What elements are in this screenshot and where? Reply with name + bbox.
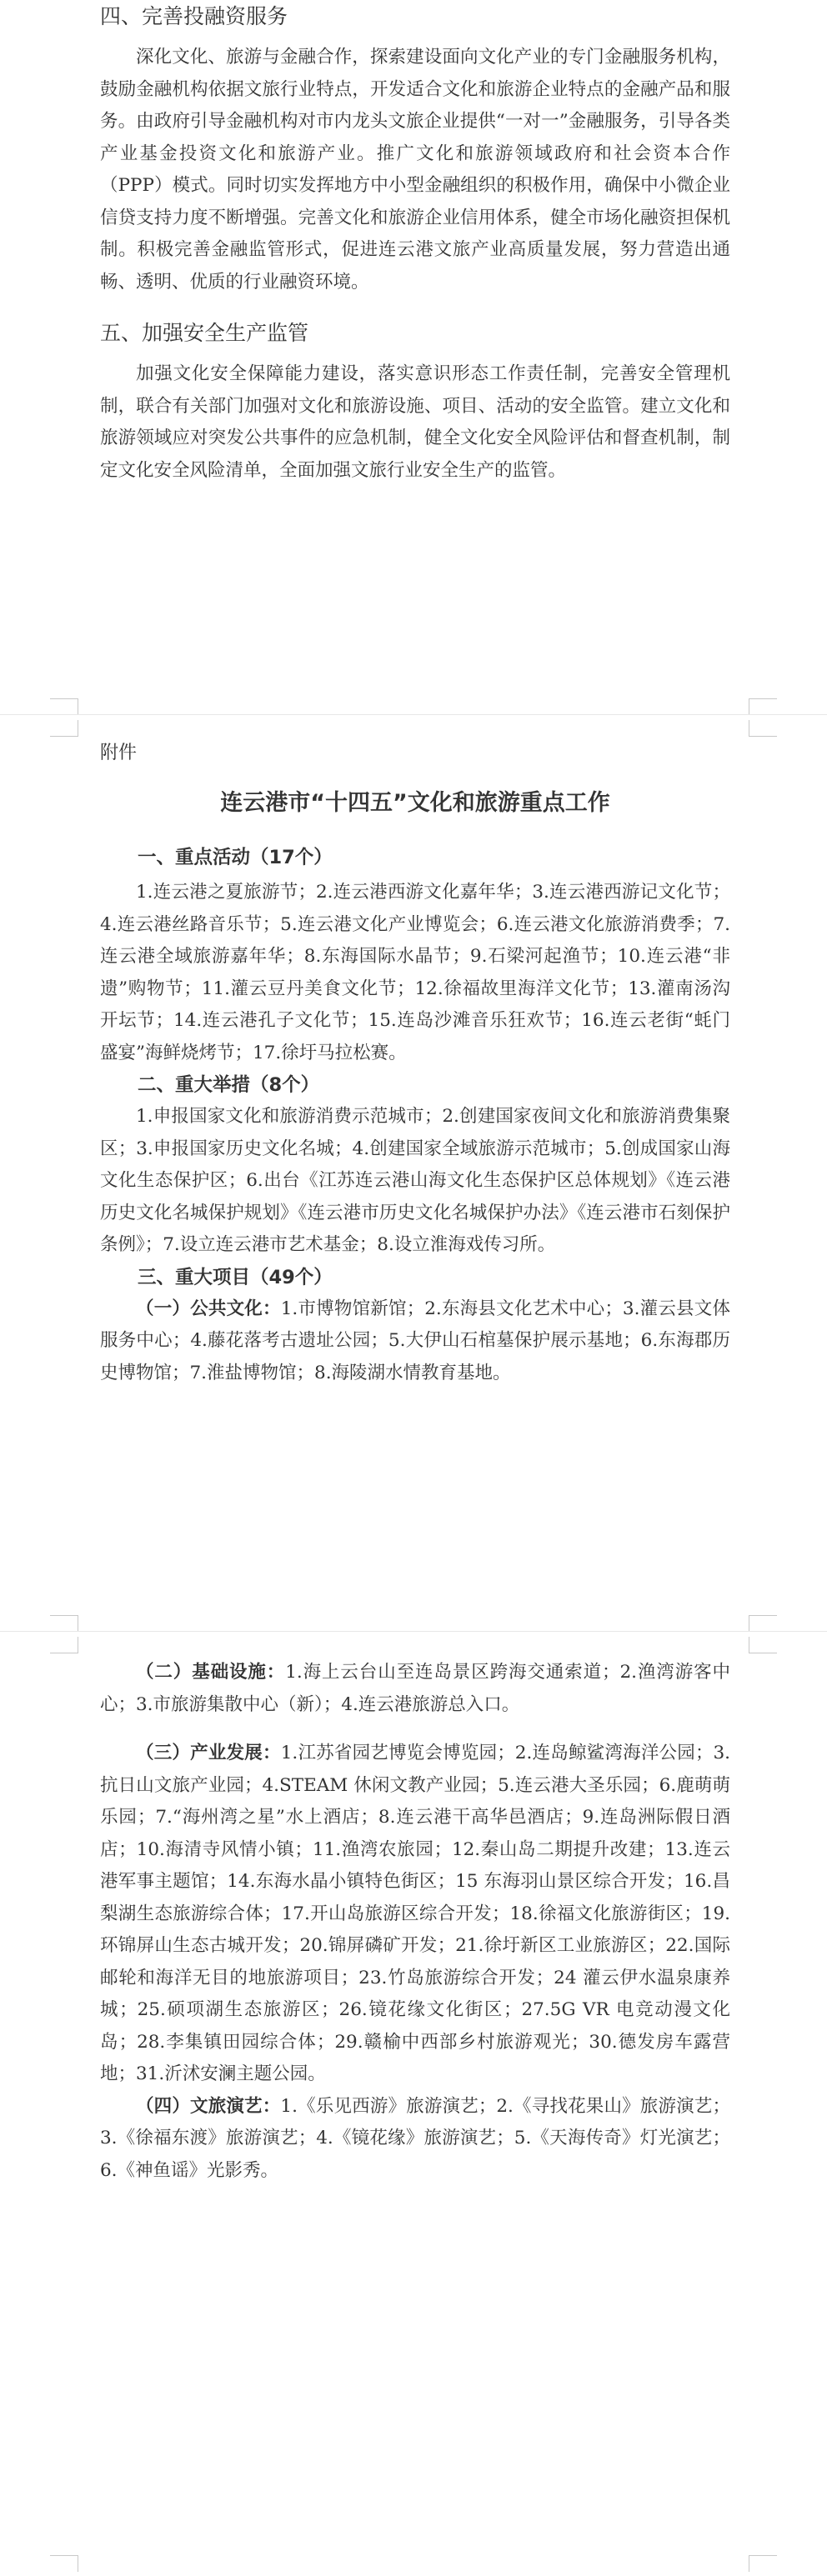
crop-mark: [50, 2555, 78, 2572]
section-4-heading: 四、完善投融资服务: [100, 4, 288, 28]
infrastructure-paragraph: [100, 1657, 730, 1721]
infrastructure-list: 1.海上云台山至连岛景区跨海交通索道；2.渔湾游客中心；3.市旅游集散中心（新）；4.连云港旅游总入口。: [100, 1662, 730, 1715]
public-culture-label: （一）公共文化：: [136, 1298, 281, 1319]
infrastructure-label: （二）基础设施：: [136, 1662, 286, 1683]
crop-mark: [50, 720, 78, 737]
document-page-1: [0, 0, 827, 715]
crop-mark: [749, 720, 777, 737]
performances-paragraph: [100, 2091, 730, 2188]
major-measures-list: 1.申报国家文化和旅游消费示范城市；2.创建国家夜间文化和旅游消费集聚区；3.申报国家历史文化名城；4.创建国家全域旅游示范城市；5.创成国家山海文化生态保护区；6.出台《江苏连云港山海文化生态保护区总体规划》《连云港历史文化名城保护规划》《连云港市历史文化名城保护办法》《连云港市石刻保护条例》；7.设立连云港市艺术基金；8.设立淮海戏传习所。: [100, 1106, 730, 1255]
crop-mark: [749, 1615, 777, 1632]
performances-list: 1.《乐见西游》旅游演艺；2.《寻找花果山》旅游演艺；3.《徐福东渡》旅游演艺；4.《镜花缘》旅游演艺；5.《天海传奇》灯光演艺；6.《神鱼谣》光影秀。: [100, 2095, 730, 2181]
page-1-content: [100, 0, 730, 487]
performances-label: （四）文旅演艺：: [136, 2095, 281, 2117]
document-title: 连云港市“十四五”文化和旅游重点工作: [220, 790, 610, 816]
crop-mark: [749, 2555, 777, 2572]
section-5-heading: 五、加强安全生产监管: [100, 321, 309, 345]
crop-mark: [50, 1637, 78, 1653]
crop-mark: [749, 698, 777, 715]
industry-development-list: 1.江苏省园艺博览会博览园；2.连岛鲸鲨湾海洋公园；3.抗日山文旅产业园；4.STEAM 休闲文教产业园；5.连云港大圣乐园；6.鹿萌萌乐园；7.“海州湾之星”水上酒店；8.连云港干高华邑酒店；9.连岛洲际假日酒店；10.海清寺风情小镇；11.渔湾农旅园；12.秦山岛二期提升改建；13.连云港军事主题馆；14.东海水晶小镇特色街区；15 东海羽山景区综合开发；16.昌梨湖生态旅游综合体；17.开山岛旅游区综合开发；18.徐福文化旅游街区；19.环锦屏山生态古城开发；20.锦屏磷矿开发；21.徐圩新区工业旅游区；22.国际邮轮和海洋无目的地旅游项目；23.竹岛旅游综合开发；24 灌云伊水温泉康养城；25.硕项湖生态旅游区；26.镜花缘文化街区；27.5G VR 电竞动漫文化岛；28.李集镇田园综合体；29.赣榆中西部乡村旅游观光；30.德发房车露营地；31.沂沭安澜主题公园。: [100, 1743, 730, 2084]
section-5-paragraph: 加强文化安全保障能力建设，落实意识形态工作责任制，完善安全管理机制，联合有关部门加强对文化和旅游设施、项目、活动的安全监管。建立文化和旅游领域应对突发公共事件的应急机制，健全文化安全风险评估和督查机制，制定文化安全风险清单，全面加强文旅行业安全生产的监管。: [100, 363, 730, 481]
crop-mark: [749, 1637, 777, 1653]
major-measures-heading: 二、重大举措（8个）: [138, 1074, 320, 1096]
document-page-2: [0, 715, 827, 1632]
page-2-content: [100, 738, 730, 1389]
key-activities-heading: 一、重点活动（17个）: [138, 847, 333, 868]
key-activities-list: 1.连云港之夏旅游节；2.连云港西游文化嘉年华；3.连云港西游记文化节；4.连云港丝路音乐节；5.连云港文化产业博览会；6.连云港文化旅游消费季；7.连云港全域旅游嘉年华；8.东海国际水晶节；9.石梁河起渔节；10.连云港“非遗”购物节；11.灌云豆丹美食文化节；12.徐福故里海洋文化节；13.灌南汤沟开坛节；14.连云港孔子文化节；15.连岛沙滩音乐狂欢节；16.连云老街“蚝门盛宴”海鲜烧烤节；17.徐圩马拉松赛。: [100, 882, 730, 1063]
crop-mark: [50, 1615, 78, 1632]
section-4-paragraph: 深化文化、旅游与金融合作，探索建设面向文化产业的专门金融服务机构，鼓励金融机构依据文旅行业特点，开发适合文化和旅游企业特点的金融产品和服务。由政府引导金融机构对市内龙头文旅企业提供“一对一”金融服务，引导各类产业基金投资文化和旅游产业。推广文化和旅游领域政府和社会资本合作（PPP）模式。同时切实发挥地方中小型金融组织的积极作用，确保中小微企业信贷支持力度不断增强。完善文化和旅游企业信用体系，健全市场化融资担保机制。积极完善金融监管形式，促进连云港文旅产业高质量发展，努力营造出通畅、透明、优质的行业融资环境。: [100, 47, 730, 293]
industry-development-paragraph: [100, 1738, 730, 2091]
public-culture-list: 1.市博物馆新馆；2.东海县文化艺术中心；3.灌云县文体服务中心；4.藤花落考古遗址公园；5.大伊山石棺墓保护展示基地；6.东海郡历史博物馆；7.淮盐博物馆；8.海陵湖水情教育基地。: [100, 1298, 730, 1383]
document-page-3: [0, 1632, 827, 2576]
page-3-content: [100, 1657, 730, 2187]
crop-mark: [50, 698, 78, 715]
attachment-label: 附件: [100, 743, 138, 763]
major-projects-heading: 三、重大项目（49个）: [138, 1266, 333, 1288]
public-culture-paragraph: [100, 1293, 730, 1390]
industry-development-label: （三）产业发展：: [136, 1743, 281, 1763]
